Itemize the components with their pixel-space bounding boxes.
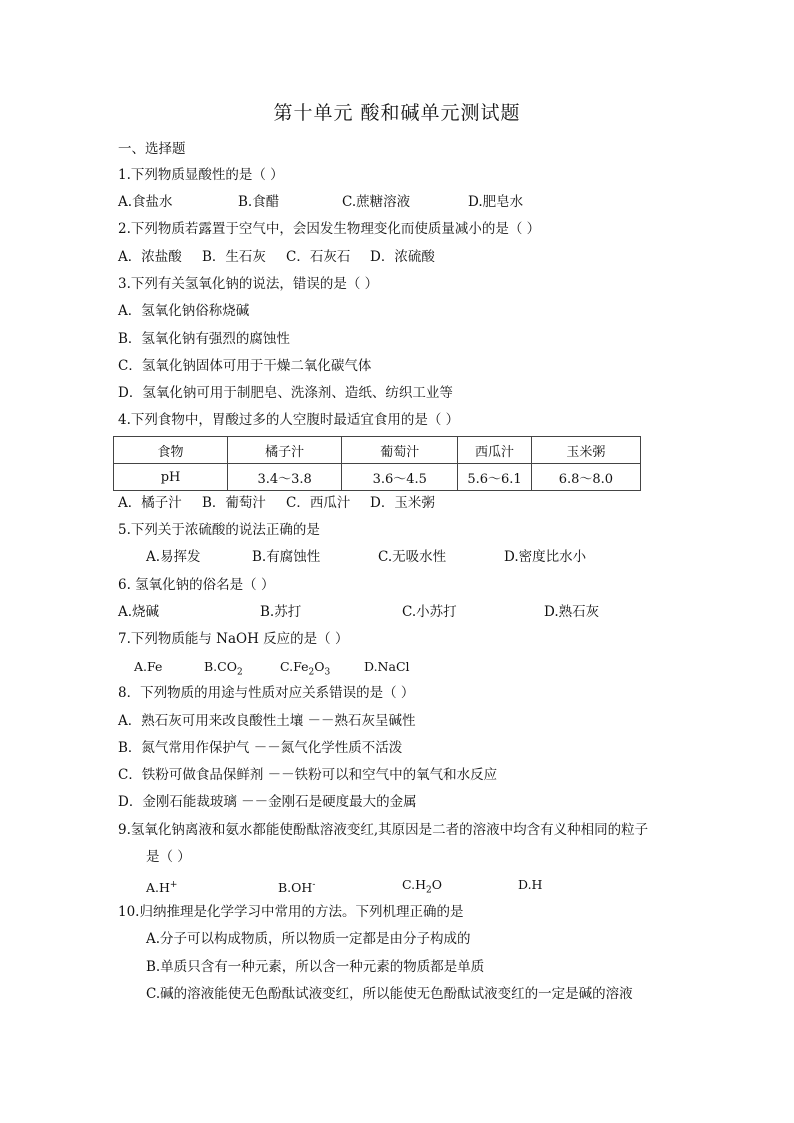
q8-option-d: D．金刚石能裁玻璃 －－金刚石是硬度最大的金属 xyxy=(118,794,417,810)
question-9: 9.氢氧化钠离液和氨水都能使酚酞溶液变红,其原因是二者的溶液中均含有义种相同的粒子 xyxy=(118,822,649,838)
q4-option-d: D．玉米粥 xyxy=(370,495,435,511)
subscript: 3 xyxy=(324,667,331,678)
q4-option-c: C．西瓜汁 xyxy=(286,495,351,511)
q8-option-c: C．铁粉可做食品保鲜剂 －－铁粉可以和空气中的氧气和水反应 xyxy=(118,767,498,783)
q6-option-a: A.烧碱 xyxy=(118,604,160,620)
table-cell: 食物 xyxy=(114,437,228,464)
q7-option-c xyxy=(280,658,330,682)
question-5: 5.下列关于浓硫酸的说法正确的是 xyxy=(118,522,320,538)
section-heading: 一、选择题 xyxy=(118,141,186,157)
question-10: 10.归纳推理是化学学习中常用的方法。下列机理正确的是 xyxy=(118,904,464,920)
q3-option-d: D．氢氧化钠可用于制肥皂、洗涤剂、造纸、纺织工业等 xyxy=(118,385,453,401)
table-cell: 橘子汁 xyxy=(228,437,342,464)
q8-option-a: A．熟石灰可用来改良酸性土壤 －－熟石灰呈碱性 xyxy=(118,713,416,729)
superscript: - xyxy=(312,880,316,890)
q1-option-b: B.食醋 xyxy=(238,194,280,210)
superscript: + xyxy=(169,880,178,890)
q7-option-a: A.Fe xyxy=(134,659,163,674)
q6-option-d: D.熟石灰 xyxy=(544,604,600,620)
table-cell: 3.6～4.5 xyxy=(342,464,458,491)
subscript: 2 xyxy=(308,667,315,678)
table-cell: 6.8～8.0 xyxy=(531,464,640,491)
q5-option-b: B.有腐蚀性 xyxy=(252,549,321,565)
q9-option-c-text: O xyxy=(431,877,442,892)
q9-option-a xyxy=(146,876,177,897)
q2-option-b: B．生石灰 xyxy=(202,249,266,265)
q6-option-b: B.苏打 xyxy=(260,604,302,620)
table-header-row xyxy=(114,437,641,464)
q1-option-c: C.蔗糖溶液 xyxy=(342,194,411,210)
question-6: 6. 氢氧化钠的俗名是（ ） xyxy=(118,577,275,593)
q2-option-a: A．浓盐酸 xyxy=(118,249,182,265)
subscript: 2 xyxy=(426,885,432,896)
q5-option-d: D.密度比水小 xyxy=(504,549,587,565)
question-1: 1.下列物质显酸性的是（ ） xyxy=(118,167,284,183)
table-cell: 葡萄汁 xyxy=(342,437,458,464)
q5-option-c: C.无吸水性 xyxy=(378,549,447,565)
table-cell: 西瓜汁 xyxy=(458,437,532,464)
q3-option-c: C．氢氧化钠固体可用于干燥二氧化碳气体 xyxy=(118,358,372,374)
q3-option-a: A．氢氧化钠俗称烧碱 xyxy=(118,303,250,319)
table-cell: 5.6～6.1 xyxy=(458,464,532,491)
q10-option-b: B.单质只含有一种元素，所以含一种元素的物质都是单质 xyxy=(146,959,485,975)
question-7: 7.下列物质能与 NaOH 反应的是（ ） xyxy=(118,631,349,647)
q8-option-b: B．氮气常用作保护气 －－氮气化学性质不活泼 xyxy=(118,740,403,756)
question-9-continued: 是（ ） xyxy=(146,849,191,865)
q9-option-b xyxy=(278,876,315,897)
q1-option-d: D.肥皂水 xyxy=(468,194,524,210)
table-row xyxy=(114,464,641,491)
q7-option-d: D.NaCl xyxy=(364,659,410,674)
subscript: 2 xyxy=(236,667,243,678)
q9-option-c-text: C.H xyxy=(402,877,426,892)
q4-option-b: B．葡萄汁 xyxy=(202,495,266,511)
q2-option-d: D．浓硫酸 xyxy=(370,249,435,265)
question-4: 4.下列食物中，胃酸过多的人空腹时最适宜食用的是（ ） xyxy=(118,412,460,428)
q9-option-b-text: B.OH xyxy=(278,880,313,896)
q10-option-c: C.碱的溶液能使无色酚酞试液变红，所以能使无色酚酞试液变红的一定是碱的溶液 xyxy=(146,986,633,1002)
table-cell: 3.4～3.8 xyxy=(228,464,342,491)
question-2: 2.下列物质若露置于空气中，会因发生物理变化而使质量减小的是（ ） xyxy=(118,221,541,237)
table-cell: 玉米粥 xyxy=(531,437,640,464)
q6-option-c: C.小苏打 xyxy=(402,604,457,620)
q10-option-a: A.分子可以构成物质，所以物质一定都是由分子构成的 xyxy=(146,931,471,947)
table-cell: pH xyxy=(114,464,228,491)
page-title: 第十单元 酸和碱单元测试题 xyxy=(273,102,521,124)
ph-table xyxy=(113,436,641,491)
q1-option-a: A.食盐水 xyxy=(118,194,173,210)
q7-option-c-text: C.Fe xyxy=(280,659,309,674)
q7-option-b-text: B.CO xyxy=(204,659,237,674)
q9-option-a-text: A.H xyxy=(146,880,170,896)
q9-option-d: D.H xyxy=(518,877,543,892)
question-3: 3.下列有关氢氧化钠的说法，错误的是（ ） xyxy=(118,276,379,292)
q2-option-c: C．石灰石 xyxy=(286,249,351,265)
q5-option-a: A.易挥发 xyxy=(146,549,201,565)
q7-option-b xyxy=(204,658,243,682)
q3-option-b: B．氢氧化钠有强烈的腐蚀性 xyxy=(118,331,290,347)
q4-option-a: A．橘子汁 xyxy=(118,495,182,511)
q7-option-c-text: O xyxy=(314,659,325,674)
q9-option-c xyxy=(402,876,442,900)
question-8: 8．下列物质的用途与性质对应关系错误的是（ ） xyxy=(118,685,415,701)
